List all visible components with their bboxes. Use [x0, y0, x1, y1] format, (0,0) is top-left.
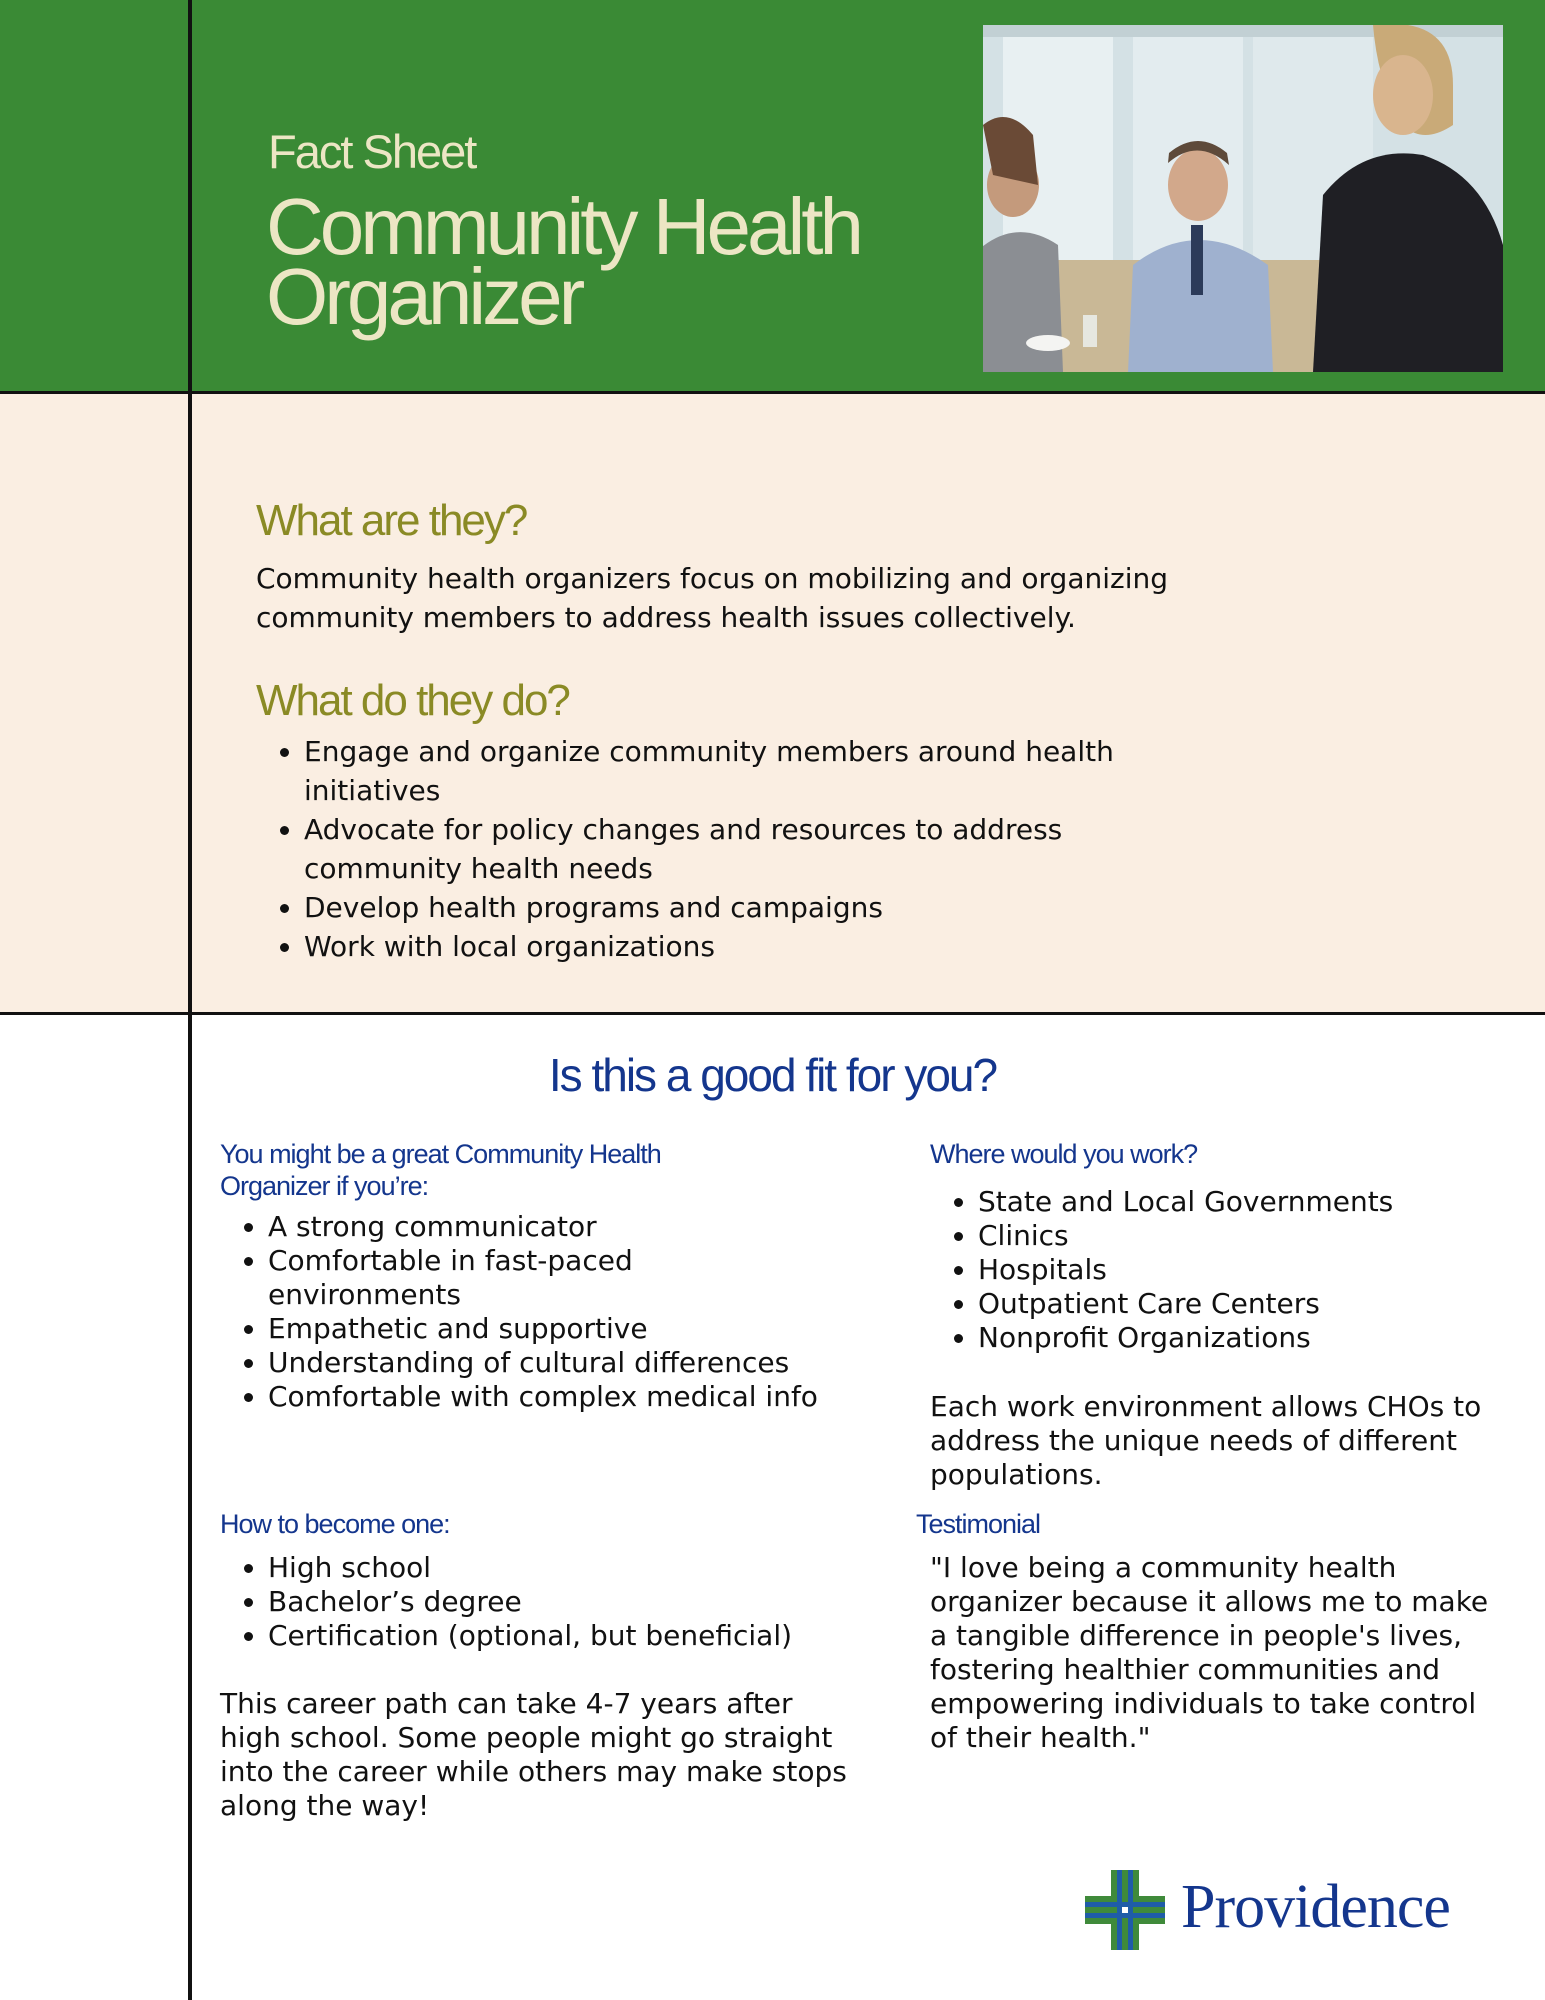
- work-list: [930, 1185, 1498, 1355]
- vertical-rule: [188, 0, 192, 2000]
- do-list: [256, 732, 1164, 966]
- divider-bottom: [0, 1012, 1545, 1015]
- fit-heading: Is this a good fit for you?: [548, 1049, 997, 1101]
- what-description: Community health organizers focus on mobilizing and organizing community members to address health issues collectively.: [256, 562, 1169, 634]
- great-fit-heading: You might be a great Community Health Organizer if you’re:: [220, 1139, 661, 1201]
- list-item: • Comfortable in fast-paced environments: [268, 1244, 828, 1312]
- list-item: • Engage and organize community members around health initiatives: [304, 732, 1164, 810]
- list-item: • Nonprofit Organizations: [978, 1321, 1498, 1355]
- work-environment-text: Each work environment allows CHOs to address the unique needs of different populations.: [930, 1390, 1482, 1491]
- become-heading: How to become one:: [220, 1509, 450, 1539]
- cross-icon: [1085, 1870, 1165, 1950]
- list-item: • Understanding of cultural differences: [268, 1346, 828, 1380]
- list-item: • Certification (optional, but beneficial): [268, 1619, 888, 1653]
- do-heading: What do they do?: [256, 676, 569, 725]
- list-item: • Comfortable with complex medical info: [268, 1380, 828, 1414]
- become-list: [220, 1551, 888, 1653]
- testimonial-quote: "I love being a community health organizer because it allows me to make a tangible difference in people's lives, fostering healthier communities and empowering individuals to take control of their health.": [930, 1551, 1489, 1754]
- providence-logo: [1085, 1870, 1485, 1950]
- page-title: Community Health Organizer: [266, 182, 861, 341]
- career-path-text: This career path can take 4-7 years after high school. Some people might go straight into the career while others may make stops along the way!: [220, 1687, 847, 1822]
- list-item: • Bachelor’s degree: [268, 1585, 888, 1619]
- what-heading: What are they?: [256, 496, 527, 545]
- list-item: • Advocate for policy changes and resources to address community health needs: [304, 810, 1164, 888]
- list-item: • High school: [268, 1551, 888, 1585]
- list-item: • Outpatient Care Centers: [978, 1287, 1498, 1321]
- testimonial-heading: Testimonial: [916, 1509, 1041, 1539]
- list-item: • Develop health programs and campaigns: [304, 888, 1164, 927]
- list-item: • Clinics: [978, 1219, 1498, 1253]
- divider-top: [0, 391, 1545, 394]
- work-heading: Where would you work?: [930, 1139, 1198, 1169]
- list-item: • Empathetic and supportive: [268, 1312, 828, 1346]
- list-item: • Hospitals: [978, 1253, 1498, 1287]
- meeting-photo: [983, 25, 1503, 372]
- logo-wordmark: Providence: [1181, 1873, 1450, 1941]
- great-fit-list: [220, 1210, 828, 1414]
- eyebrow-label: Fact Sheet: [268, 125, 476, 178]
- list-item: • A strong communicator: [268, 1210, 828, 1244]
- list-item: • State and Local Governments: [978, 1185, 1498, 1219]
- list-item: • Work with local organizations: [304, 927, 1164, 966]
